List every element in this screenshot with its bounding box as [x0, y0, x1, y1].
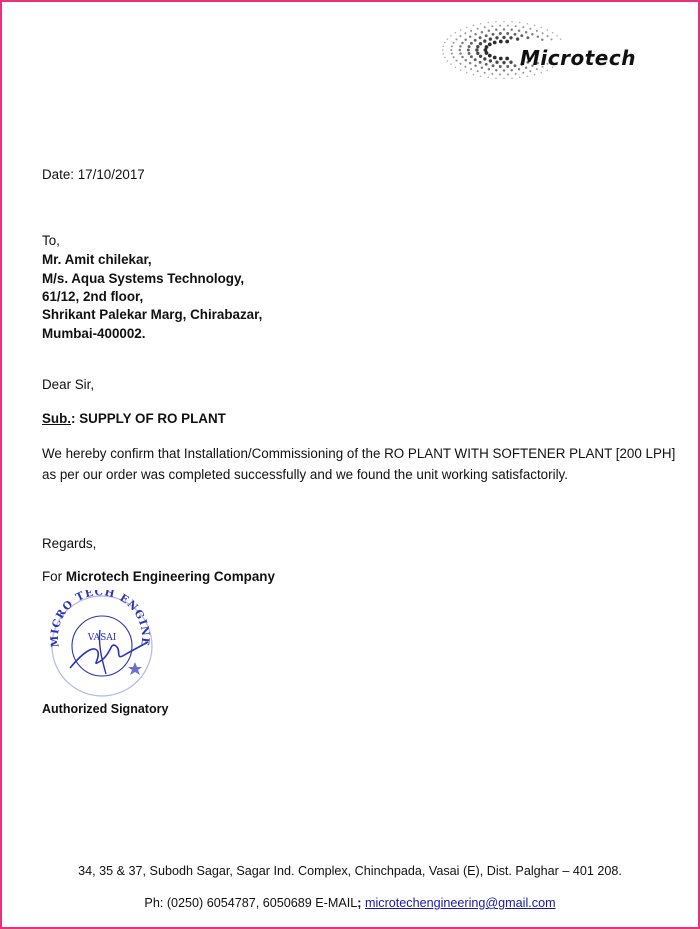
logo-dot — [507, 25, 509, 27]
logo-dot — [499, 73, 501, 75]
logo-dot — [485, 34, 488, 37]
logo-dot — [466, 72, 468, 74]
logo-dot — [499, 25, 501, 27]
recipient-city: Mumbai-400002. — [42, 326, 146, 341]
logo-dot — [470, 42, 473, 45]
logo-dot — [516, 37, 519, 40]
logo-dot — [479, 55, 482, 58]
logo-dot — [491, 73, 493, 75]
logo-dot — [527, 76, 529, 78]
logo-dot — [464, 32, 466, 34]
logo-dot — [469, 36, 471, 38]
subject-label: Sub. — [42, 411, 72, 426]
logo-dot — [459, 35, 461, 37]
logo-dot — [475, 48, 478, 51]
recipient-address-line-2: Shrikant Palekar Marg, Chirabazar, — [42, 307, 263, 322]
company-stamp — [40, 590, 160, 700]
logo-dot — [447, 38, 449, 40]
logo-dot — [489, 59, 492, 62]
logo-dot — [451, 53, 453, 55]
company-name: Microtech Engineering Company — [65, 569, 275, 584]
logo-dot — [459, 63, 461, 65]
logo-dot — [450, 63, 452, 65]
logo-dot — [510, 69, 512, 71]
logo-dot — [536, 30, 538, 32]
logo-dot — [510, 29, 512, 31]
logo-dot — [443, 53, 445, 55]
logo-dot — [511, 21, 513, 23]
logo-dot — [541, 27, 543, 29]
logo-dot — [479, 61, 482, 64]
logo-dot — [487, 77, 489, 79]
footer-phone: Ph: (0250) 6054787, 6050689 E-MAIL — [144, 896, 358, 910]
logo-dot — [495, 21, 497, 23]
logo-dot — [473, 74, 475, 76]
logo-dot — [468, 45, 471, 48]
microtech-logo — [436, 18, 676, 82]
logo-dot — [503, 21, 505, 23]
logo-dot — [443, 46, 445, 48]
logo-dot — [534, 25, 536, 27]
logo-dot — [499, 65, 502, 68]
logo-dot — [488, 54, 492, 58]
logo-dot — [473, 25, 475, 27]
logo-dot — [483, 39, 486, 42]
authorized-signatory: Authorized Signatory — [42, 702, 169, 716]
logo-dot — [541, 72, 543, 74]
logo-dot — [511, 77, 513, 79]
logo-dot — [499, 57, 503, 61]
regards: Regards, — [42, 536, 97, 551]
logo-dot — [474, 64, 476, 66]
logo-dot — [519, 77, 521, 79]
logo-dot — [483, 57, 486, 60]
logo-dot — [481, 67, 483, 69]
logo-dot — [527, 23, 529, 25]
logo-text: Microtech — [520, 46, 636, 70]
logo-dot — [464, 38, 466, 40]
subject-text: SUPPLY OF RO PLANT — [79, 411, 226, 426]
logo-dot — [485, 45, 489, 49]
logo-dot — [529, 70, 531, 72]
logo-dot — [503, 69, 505, 71]
logo-dot — [489, 37, 492, 40]
logo-dot — [541, 38, 543, 40]
logo-dot — [477, 28, 479, 30]
sign-for-prefix: For — [42, 569, 63, 584]
logo-dot — [506, 65, 509, 68]
logo-dot — [453, 56, 455, 58]
logo-dot — [522, 72, 524, 74]
logo-dot — [480, 23, 482, 25]
logo-dot — [467, 49, 470, 52]
logo-dot — [506, 32, 509, 35]
logo-dot — [495, 77, 497, 79]
logo-dot — [492, 64, 495, 67]
logo-dot — [495, 69, 497, 71]
signature-scribble — [70, 642, 148, 668]
logo-dot — [491, 25, 493, 27]
logo-dot — [470, 55, 473, 58]
subject-line — [42, 410, 226, 429]
logo-dot — [466, 27, 468, 29]
logo-dot — [529, 28, 531, 30]
logo-dot — [470, 68, 472, 70]
logo-dot — [485, 63, 488, 66]
stamp-center-text: VASAI — [87, 633, 117, 643]
logo-dot — [450, 49, 452, 51]
logo-dot — [518, 29, 520, 31]
logo-dot — [495, 61, 498, 64]
logo-dot — [447, 60, 449, 62]
logo-dot — [487, 22, 489, 24]
stamp-seal-graphic — [40, 590, 160, 700]
logo-dot — [469, 62, 471, 64]
letter-date: Date: 17/10/2017 — [42, 167, 145, 182]
logo-dot — [493, 41, 497, 45]
subject-separator: : — [71, 411, 76, 426]
logo-dot — [552, 32, 554, 34]
logo-dot — [503, 78, 505, 80]
footer-address: 34, 35 & 37, Subodh Sagar, Sagar Ind. Complex, Chinchpada, Vasai (E), Dist. Palghar – 401 208. — [78, 864, 622, 878]
logo-dot — [476, 52, 479, 55]
logo-dot — [499, 40, 503, 44]
recipient-address-line-1: 61/12, 2nd floor, — [42, 289, 144, 304]
sign-for-line — [42, 568, 275, 587]
recipient-name: Mr. Amit chilekar, — [42, 252, 152, 267]
logo-dot — [460, 29, 462, 31]
logo-dot — [479, 36, 482, 39]
logo-dot — [546, 35, 548, 37]
logo-dot — [474, 39, 477, 42]
logo-dot — [453, 42, 455, 44]
logo-dot — [464, 66, 466, 68]
logo-dot — [531, 33, 533, 35]
logo-dot — [509, 36, 512, 39]
salutation: Dear Sir, — [42, 377, 95, 392]
logo-dot — [560, 38, 562, 40]
logo-dot — [522, 26, 524, 28]
logo-dot — [484, 72, 486, 74]
logo-dot — [464, 59, 466, 61]
logo-dot — [507, 73, 509, 75]
logo-dot — [495, 36, 498, 39]
logo-dot — [502, 61, 505, 64]
logo-dot — [495, 29, 497, 31]
logo-dot — [488, 68, 490, 70]
logo-dot — [526, 36, 529, 39]
logo-dot — [477, 70, 479, 72]
logo-dot — [480, 76, 482, 78]
logo-dot — [515, 73, 517, 75]
logo-dot — [450, 35, 452, 37]
logo-dot — [537, 36, 539, 38]
logo-dot — [520, 34, 523, 37]
logo-dot — [542, 32, 544, 34]
logo-dot — [470, 30, 472, 32]
logo-dot — [514, 33, 517, 36]
logo-dot — [488, 29, 490, 31]
footer-email-separator: ; — [357, 896, 362, 910]
logo-dot — [461, 56, 463, 58]
logo-dot — [468, 52, 471, 55]
logo-dot — [534, 74, 536, 76]
recipient-to: To, — [42, 233, 60, 248]
logo-dot — [484, 26, 486, 28]
logo-dot — [503, 28, 505, 30]
logo-dot — [492, 33, 495, 36]
logo-dot — [459, 52, 461, 54]
logo-dot — [556, 35, 558, 37]
logo-dot — [488, 43, 492, 47]
logo-dot — [459, 49, 461, 51]
logo-dot — [505, 57, 509, 61]
logo-dot — [455, 60, 457, 62]
logo-dot — [459, 45, 461, 47]
logo-dot — [444, 42, 446, 44]
logo-dot — [514, 64, 517, 67]
logo-dot — [461, 42, 463, 44]
logo-dot — [505, 40, 509, 44]
logo-dot — [499, 32, 502, 35]
logo-dot — [479, 42, 482, 45]
logo-dot — [451, 45, 453, 47]
logo-dot — [550, 38, 552, 40]
logo-dot — [493, 56, 497, 60]
logo-dot — [455, 67, 457, 69]
logo-dot — [442, 49, 444, 51]
logo-dot — [455, 38, 457, 40]
logo-dot — [519, 22, 521, 24]
stamp-star-icon — [128, 662, 142, 675]
logo-dot — [502, 36, 505, 39]
logo-dot — [476, 45, 479, 48]
letter-body: We hereby confirm that Installation/Commissioning of the RO PLANT WITH SOFTENER PLANT [200 LPH] as per our order was completed successfully and we found the unit working satisfactorily. — [42, 446, 676, 482]
logo-dot — [460, 69, 462, 71]
logo-dot — [474, 33, 476, 35]
footer-contact — [0, 896, 700, 910]
footer-email-link[interactable]: microtechengineering@gmail.com — [364, 896, 556, 910]
logo-dot — [481, 31, 483, 33]
logo-dot — [525, 31, 527, 33]
recipient-company: M/s. Aqua Systems Technology, — [42, 271, 245, 286]
logo-dot — [509, 61, 512, 64]
logo-dot — [444, 57, 446, 59]
stamp-ring-text: MICRO TECH ENGINE — [48, 590, 152, 648]
logo-dot — [515, 25, 517, 27]
logo-dot — [547, 29, 549, 31]
logo-dot — [455, 32, 457, 34]
logo-dot — [474, 58, 477, 61]
